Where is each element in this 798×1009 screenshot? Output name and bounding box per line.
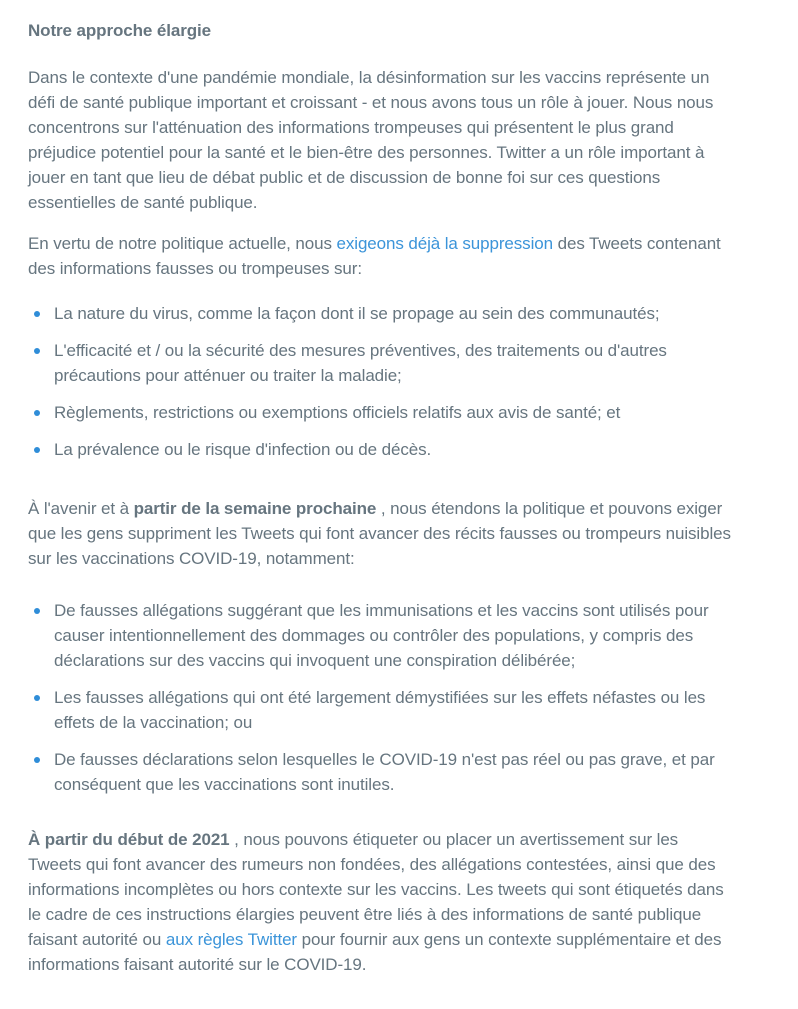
current-policy-list: [28, 301, 734, 462]
expansion-paragraph: [28, 496, 734, 571]
list-item: Les fausses allégations qui ont été largement démystifiées sur les effets néfastes ou les effets de la vaccination; ou: [32, 685, 734, 735]
expansion-list: [28, 598, 734, 797]
removal-policy-link[interactable]: exigeons déjà la suppression: [336, 234, 553, 253]
labels-bold-phrase: À partir du début de 2021: [28, 830, 230, 849]
list-item: De fausses allégations suggérant que les immunisations et les vaccins sont utilisés pour causer intentionnellement des dommages ou contrôler des populations, y compris des déclarations sur des vaccins qui invoquent une conspiration délibérée;: [32, 598, 734, 673]
section-heading: Notre approche élargie: [28, 21, 211, 40]
list-item: La prévalence ou le risque d'infection ou de décès.: [32, 437, 734, 462]
expansion-bold-phrase: partir de la semaine prochaine: [133, 499, 377, 518]
current-policy-text-pre: En vertu de notre politique actuelle, nous: [28, 234, 337, 253]
intro-paragraph: Dans le contexte d'une pandémie mondiale, la désinformation sur les vaccins représente un défi de santé publique important et croissant - et nous avons tous un rôle à jouer. Nous nous concentrons sur l'atténuation des informations trompeuses qui présentent le plus grand préjudice potentiel pour la santé et le bien-être des personnes. Twitter a un rôle important à jouer en tant que lieu de débat public et de discussion de bonne foi sur ces questions essentielles de santé publique.: [28, 68, 714, 212]
expansion-text-post: , nous étendons la politique et pouvons exiger que les gens suppriment les Tweets qui font avancer des récits fausses ou trompeurs nuisibles sur les vaccinations COVID-19, notamment:: [28, 499, 731, 568]
labels-text-post: pour fournir aux gens un contexte supplémentaire et des informations faisant autorité sur le COVID-19.: [28, 930, 722, 974]
expansion-text-pre: À l'avenir et à: [28, 499, 134, 518]
list-item: L'efficacité et / ou la sécurité des mesures préventives, des traitements ou d'autres précautions pour atténuer ou traiter la maladie;: [32, 338, 734, 388]
current-policy-paragraph: [28, 231, 734, 281]
list-item: Règlements, restrictions ou exemptions officiels relatifs aux avis de santé; et: [32, 400, 734, 425]
list-item: La nature du virus, comme la façon dont il se propage au sein des communautés;: [32, 301, 734, 326]
list-item: De fausses déclarations selon lesquelles le COVID-19 n'est pas réel ou pas grave, et par conséquent que les vaccinations sont inutiles.: [32, 747, 734, 797]
labels-text-mid: , nous pouvons étiqueter ou placer un avertissement sur les Tweets qui font avancer des rumeurs non fondées, des allégations contestées, ainsi que des informations incomplètes ou hors contexte sur les vaccins. Les tweets qui sont étiquetés dans le cadre de ces instructions élargies peuvent être liés à des informations de santé publique faisant autorité ou: [28, 830, 724, 949]
current-policy-text-post: des Tweets contenant des informations fausses ou trompeuses sur:: [28, 234, 721, 278]
twitter-rules-link[interactable]: aux règles Twitter: [165, 930, 297, 949]
labels-paragraph: [28, 827, 734, 977]
